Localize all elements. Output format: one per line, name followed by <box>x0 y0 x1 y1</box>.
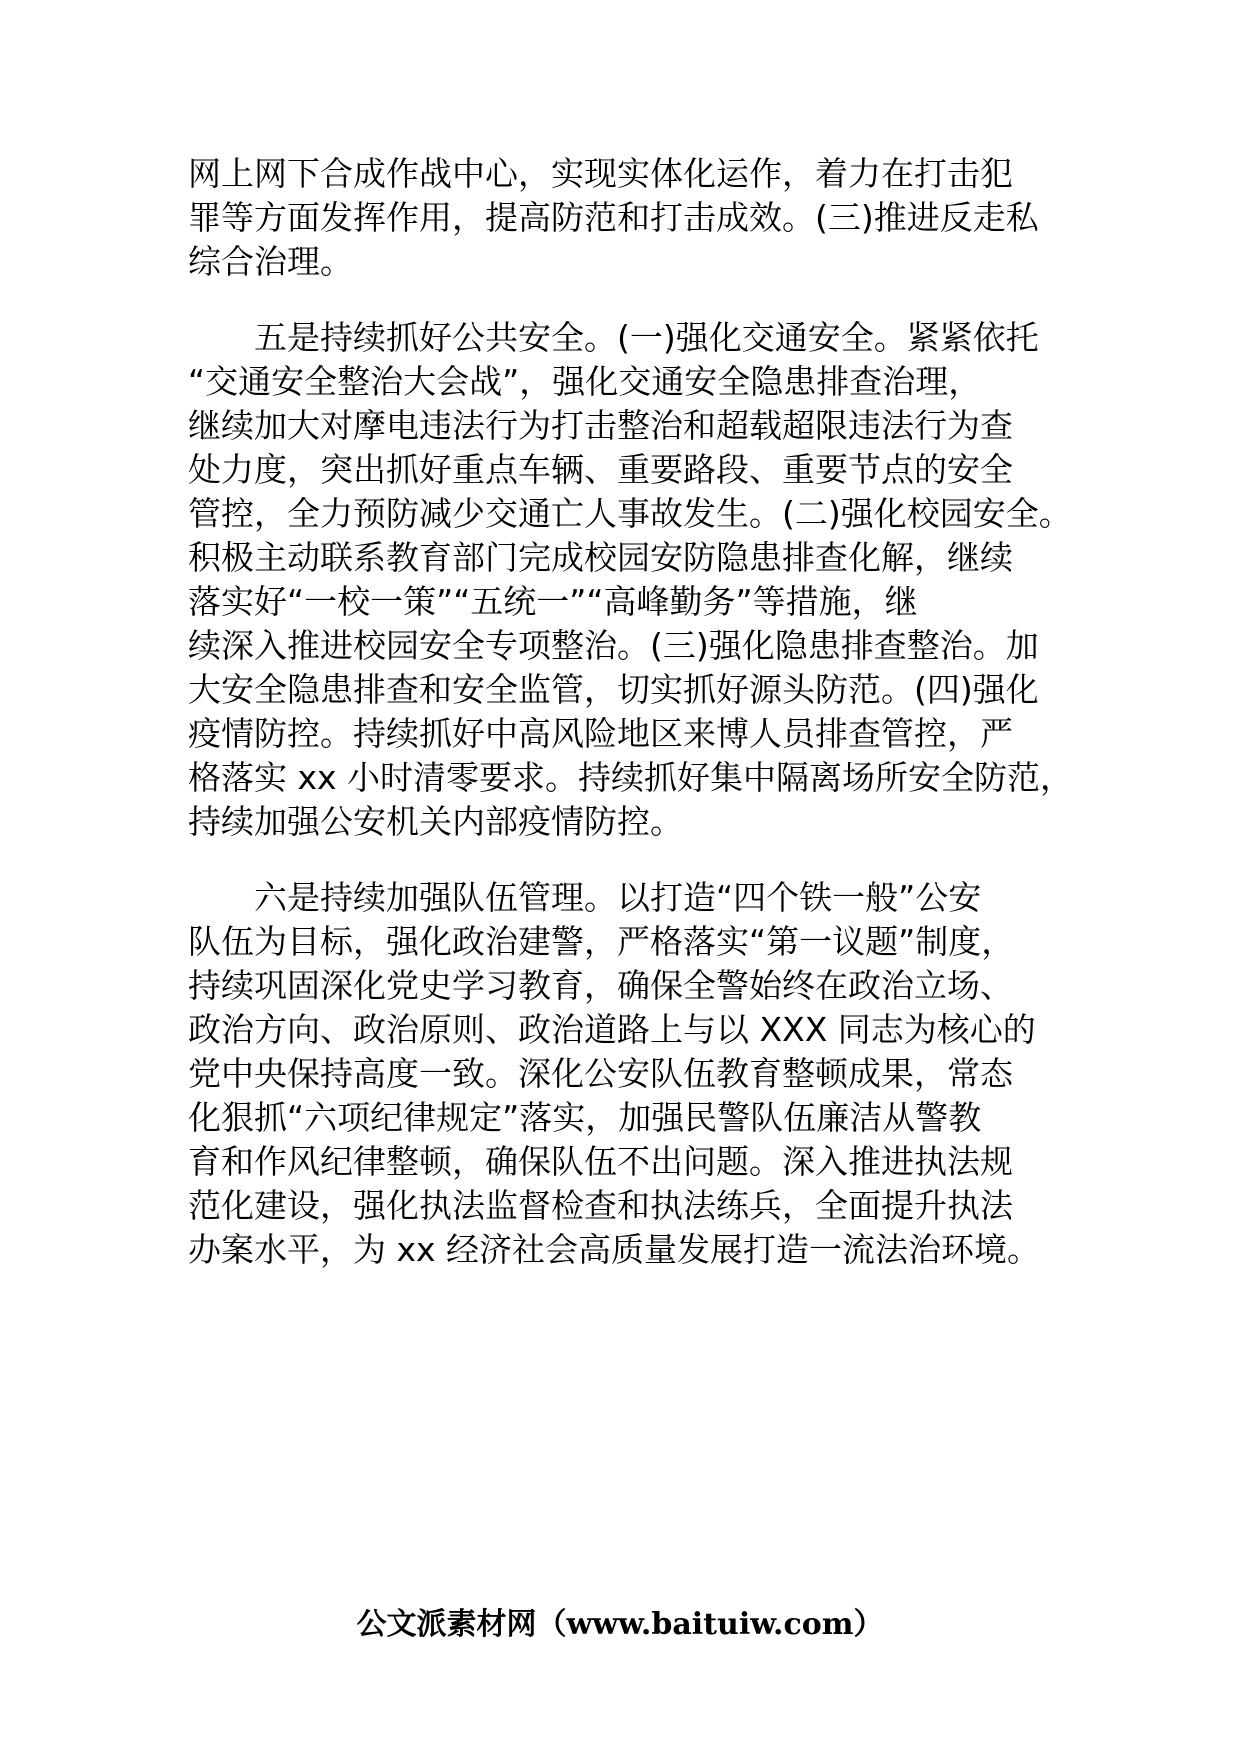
document-body <box>188 152 1074 1304</box>
text-line: 落实好“一校一策”“五统一”“高峰勤务”等措施，继 <box>188 582 918 621</box>
text-line: 积极主动联系教育部门完成校园安防隐患排查化解，继续 <box>188 538 1013 577</box>
paragraph-1 <box>188 152 1068 284</box>
text-line: 格落实 xx 小时清零要求。持续抓好集中隔离场所安全防范， <box>188 758 1074 797</box>
text-line: 疫情防控。持续抓好中高风险地区来博人员排查管控，严 <box>188 714 1013 753</box>
text-line: 范化建设，强化执法监督检查和执法练兵，全面提升执法 <box>188 1186 1013 1225</box>
text-line: 五是持续抓好公共安全。(一)强化交通安全。紧紧依托 <box>188 318 1039 357</box>
text-line: 六是持续加强队伍管理。以打造“四个铁一般”公安 <box>188 878 982 917</box>
paragraph-public-safety <box>188 316 1074 844</box>
text-line: 持续巩固深化党史学习教育，确保全警始终在政治立场、 <box>188 966 1013 1005</box>
footer-watermark: 公文派素材网（www.baituiw.com） <box>356 1607 884 1642</box>
text-line: 管控，全力预防减少交通亡人事故发生。(二)强化校园安全。 <box>188 494 1072 533</box>
text-line: 综合治理。 <box>188 242 353 281</box>
text-line: 网上网下合成作战中心，实现实体化运作，着力在打击犯 <box>188 154 1013 193</box>
text-line: 继续加大对摩电违法行为打击整治和超载超限违法行为查 <box>188 406 1013 445</box>
text-line: 队伍为目标，强化政治建警，严格落实“第一议题”制度， <box>188 922 1015 961</box>
text-line: 续深入推进校园安全专项整治。(三)强化隐患排查整治。加 <box>188 626 1039 665</box>
paragraph-team-management <box>188 876 1068 1272</box>
text-line: 大安全隐患排查和安全监管，切实抓好源头防范。(四)强化 <box>188 670 1039 709</box>
text-line: 党中央保持高度一致。深化公安队伍教育整顿成果，常态 <box>188 1054 1013 1093</box>
text-line: 育和作风纪律整顿，确保队伍不出问题。深入推进执法规 <box>188 1142 1013 1181</box>
text-line: 持续加强公安机关内部疫情防控。 <box>188 802 683 841</box>
text-line: “交通安全整治大会战”，强化交通安全隐患排查治理， <box>188 362 982 401</box>
text-line: 政治方向、政治原则、政治道路上与以 XXX 同志为核心的 <box>188 1010 1036 1049</box>
text-line: 办案水平，为 xx 经济社会高质量发展打造一流法治环境。 <box>188 1230 1041 1269</box>
text-line: 罪等方面发挥作用，提高防范和打击成效。(三)推进反走私 <box>188 198 1039 237</box>
text-line: 化狠抓“六项纪律规定”落实，加强民警队伍廉洁从警教 <box>188 1098 982 1137</box>
text-line: 处力度，突出抓好重点车辆、重要路段、重要节点的安全 <box>188 450 1013 489</box>
